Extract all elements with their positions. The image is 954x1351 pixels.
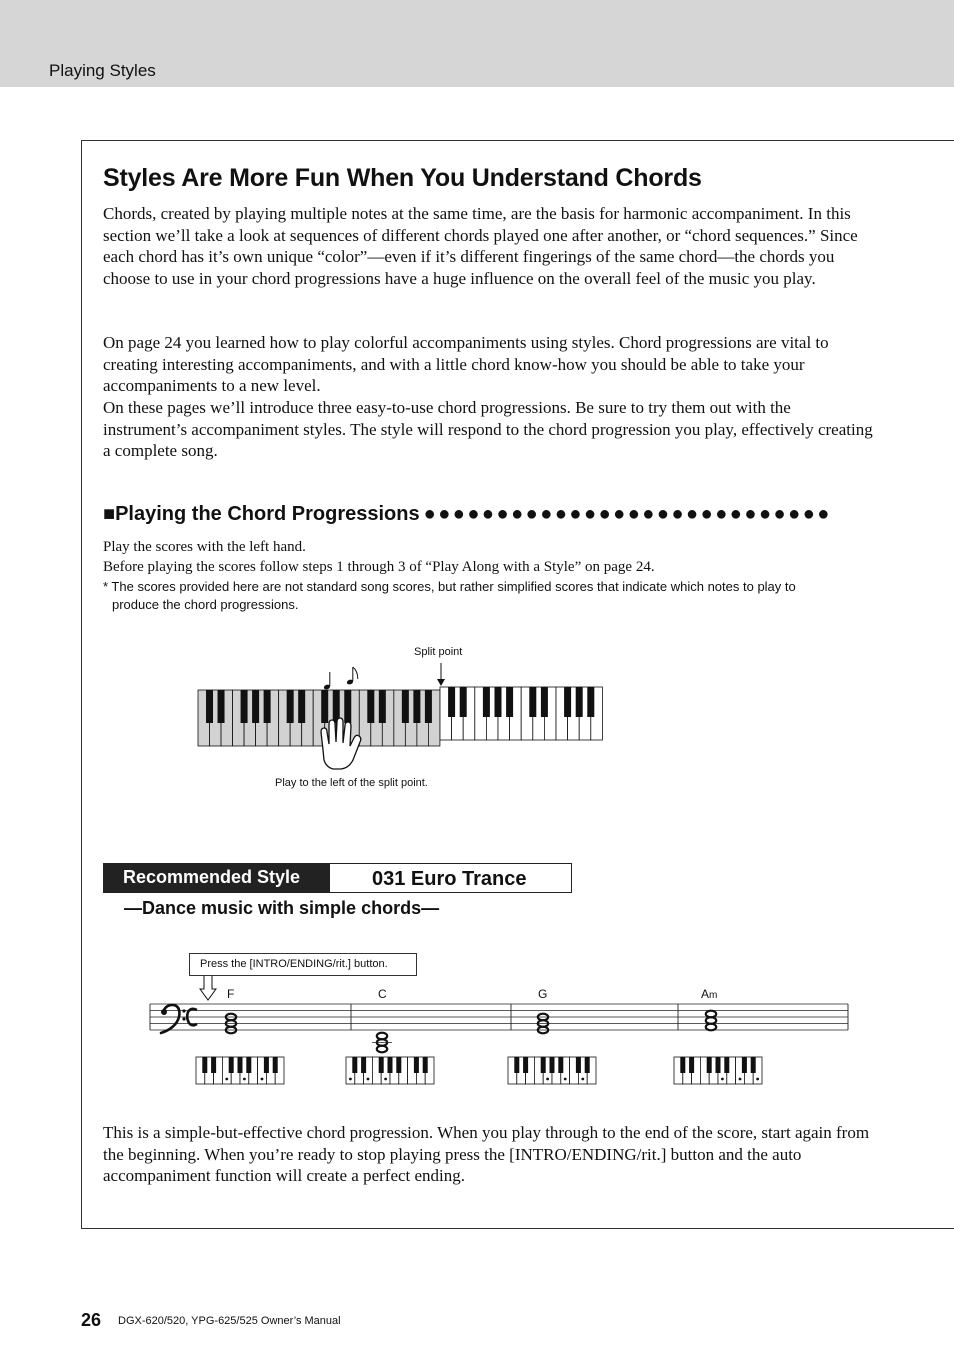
intro-paragraph-2: On page 24 you learned how to play colorful accompaniments using styles. Chord progressions are vital to creating interesting accompaniments, and with a little chord know-how you should be able to take your accompaniments to a new level. — [103, 333, 829, 396]
recommended-style-label: Recommended Style — [103, 863, 329, 893]
chord-f-label: F — [227, 987, 235, 1001]
chord-am-label — [701, 987, 717, 1001]
note-line-2: produce the chord progressions. — [112, 597, 299, 612]
content-frame — [81, 140, 954, 1229]
style-description: —Dance music with simple chords— — [124, 898, 440, 918]
heading-square: ■ — [103, 503, 116, 525]
chord-g-label: G — [538, 987, 548, 1001]
split-point-label: Split point — [414, 646, 463, 658]
chord-am-quality: m — [709, 990, 718, 1001]
heading-dots: ●●●●●●●●●●●●●●●●●●●●●●●●●●●● — [423, 503, 832, 525]
heading-text: Playing the Chord Progressions — [115, 503, 420, 525]
recommended-style-value: 031 Euro Trance — [329, 863, 572, 893]
intro-paragraph-1: Chords, created by playing multiple notes at the same time, are the basis for harmonic accompaniment. In this section we’ll take a look at sequences of different chords played one after another, or “chord sequences.” Since each chord has it’s own unique “color”—even if it’s different fingerings of the same chord—the chords you choose to use in your chord progressions have a huge influence on the overall feel of the music you play. — [103, 204, 858, 288]
instruction-1: Play the scores with the left hand. — [103, 539, 306, 555]
score-note — [103, 578, 883, 614]
intro-ending-callout: Press the [INTRO/ENDING/rit.] button. — [189, 953, 417, 976]
page-title: Styles Are More Fun When You Understand Chords — [103, 164, 702, 192]
instruction-2: Before playing the scores follow steps 1 through 3 of “Play Along with a Style” on page 24. — [103, 559, 655, 575]
section-heading — [103, 503, 832, 526]
section-label: Playing Styles — [49, 61, 156, 80]
note-line-1: * The scores provided here are not standard song scores, but rather simplified scores that indicate which notes to play to — [103, 579, 796, 594]
outro-paragraph: This is a simple-but-effective chord progression. When you play through to the end of the score, start again from the beginning. When you’re ready to stop playing press the [INTRO/ENDING/rit.] button and the auto accompaniment function will create a perfect ending. — [103, 1123, 870, 1186]
page-number: 26 — [81, 1310, 102, 1330]
chord-am-root: A — [701, 987, 710, 1001]
chord-c-label: C — [378, 987, 387, 1001]
intro-paragraph-3: On these pages we’ll introduce three easy-to-use chord progressions. Be sure to try them out with the instrument’s accompaniment styles. The style will respond to the chord progression you play, effectively creating a complete song. — [103, 398, 873, 461]
left-of-split-label: Play to the left of the split point. — [275, 777, 428, 789]
manual-name: DGX-620/520, YPG-625/525 Owner’s Manual — [118, 1315, 341, 1327]
